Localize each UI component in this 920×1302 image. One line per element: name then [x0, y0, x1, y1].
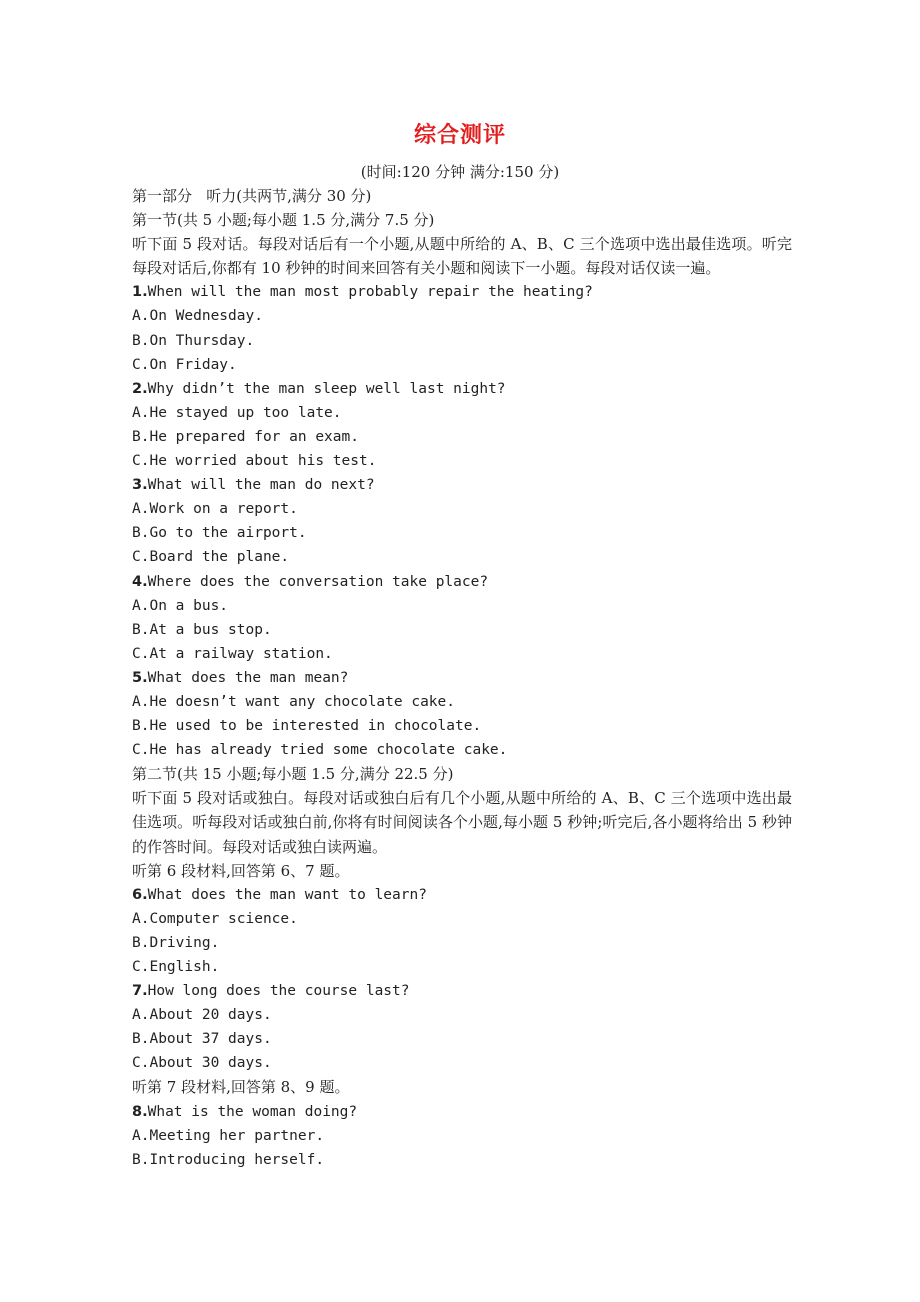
question-stem: [132, 883, 792, 907]
option-b: B.Driving.: [132, 934, 220, 951]
option-a: A.Work on a report.: [132, 501, 298, 518]
question-block-5: [132, 666, 792, 762]
exam-content: [132, 184, 792, 1172]
option-c: C.At a railway station.: [132, 645, 333, 662]
exam-time-score: (时间:120 分钟 满分:150 分): [360, 163, 560, 181]
question-number: 1.: [132, 284, 148, 301]
section1-heading: 第一节(共 5 小题;每小题 1.5 分,满分 7.5 分): [132, 211, 435, 230]
part1-heading: 第一部分 听力(共两节,满分 30 分): [132, 187, 372, 205]
question-block-1: [132, 280, 792, 376]
question-text: Where does the conversation take place?: [147, 573, 489, 590]
option-a: A.Computer science.: [132, 910, 298, 927]
option-a: A.He stayed up too late.: [132, 404, 342, 421]
question-text: Why didn’t the man sleep well last night?: [147, 380, 506, 397]
option-a: A.On a bus.: [132, 597, 229, 614]
question-number: 2.: [132, 380, 148, 397]
option-c: C.Board the plane.: [132, 549, 290, 566]
question-stem: [132, 377, 792, 401]
question-block-2: [132, 377, 792, 473]
question-block-3: [132, 473, 792, 569]
section2-instructions: 听下面 5 段对话或独白。每段对话或独白后有几个小题,从题中所给的 A、B、C 三个选项中选出最佳选项。听每段对话或独白前,你将有时间阅读各个小题,每小题 5 秒钟;听完后,各小题将给出 5 秒钟的作答时间。每段对话或独白读两遍。: [132, 789, 792, 856]
option-a: A.Meeting her partner.: [132, 1127, 325, 1144]
question-block-7: [132, 979, 792, 1075]
question-number: 6.: [132, 886, 148, 903]
question-block-6: [132, 883, 792, 979]
option-a: A.He doesn’t want any chocolate cake.: [132, 693, 456, 710]
question-number: 5.: [132, 669, 148, 686]
page-title: 综合测评: [413, 123, 506, 148]
option-c: C.He worried about his test.: [132, 453, 377, 470]
question-stem: [132, 979, 792, 1003]
material-6-note: 听第 6 段材料,回答第 6、7 题。: [132, 861, 350, 880]
question-stem: [132, 280, 792, 304]
question-block-8: [132, 1100, 792, 1172]
question-text: What is the woman doing?: [147, 1103, 358, 1120]
question-text: What does the man mean?: [147, 669, 349, 686]
question-stem: [132, 1100, 792, 1124]
question-number: 4.: [132, 573, 148, 590]
question-stem: [132, 570, 792, 594]
material-7-note: 听第 7 段材料,回答第 8、9 题。: [132, 1078, 350, 1097]
option-b: B.At a bus stop.: [132, 621, 272, 638]
option-a: A.On Wednesday.: [132, 308, 263, 325]
question-number: 7.: [132, 983, 148, 1000]
option-b: B.He used to be interested in chocolate.: [132, 718, 482, 735]
option-b: B.Go to the airport.: [132, 525, 307, 542]
option-a: A.About 20 days.: [132, 1007, 272, 1024]
question-text: When will the man most probably repair the heating?: [147, 284, 593, 301]
option-c: C.English.: [132, 959, 220, 975]
option-b: B.Introducing herself.: [132, 1151, 325, 1168]
section2-heading: 第二节(共 15 小题;每小题 1.5 分,满分 22.5 分): [132, 765, 454, 784]
question-text: How long does the course last?: [147, 983, 410, 1000]
question-number: 3.: [132, 477, 148, 494]
question-stem: [132, 666, 792, 690]
question-stem: [132, 473, 792, 497]
option-c: C.He has already tried some chocolate cake.: [132, 742, 508, 759]
option-b: B.On Thursday.: [132, 332, 255, 349]
question-number: 8.: [132, 1103, 148, 1120]
option-c: C.On Friday.: [132, 356, 237, 373]
question-text: What does the man want to learn?: [147, 886, 427, 903]
option-b: B.About 37 days.: [132, 1031, 272, 1048]
option-c: C.About 30 days.: [132, 1055, 272, 1072]
option-b: B.He prepared for an exam.: [132, 428, 359, 445]
section1-instructions: 听下面 5 段对话。每段对话后有一个小题,从题中所给的 A、B、C 三个选项中选出最佳选项。听完每段对话后,你都有 10 秒钟的时间来回答有关小题和阅读下一小题。每段对话仅读一遍。: [132, 235, 792, 278]
question-block-4: [132, 570, 792, 666]
question-text: What will the man do next?: [147, 477, 375, 494]
